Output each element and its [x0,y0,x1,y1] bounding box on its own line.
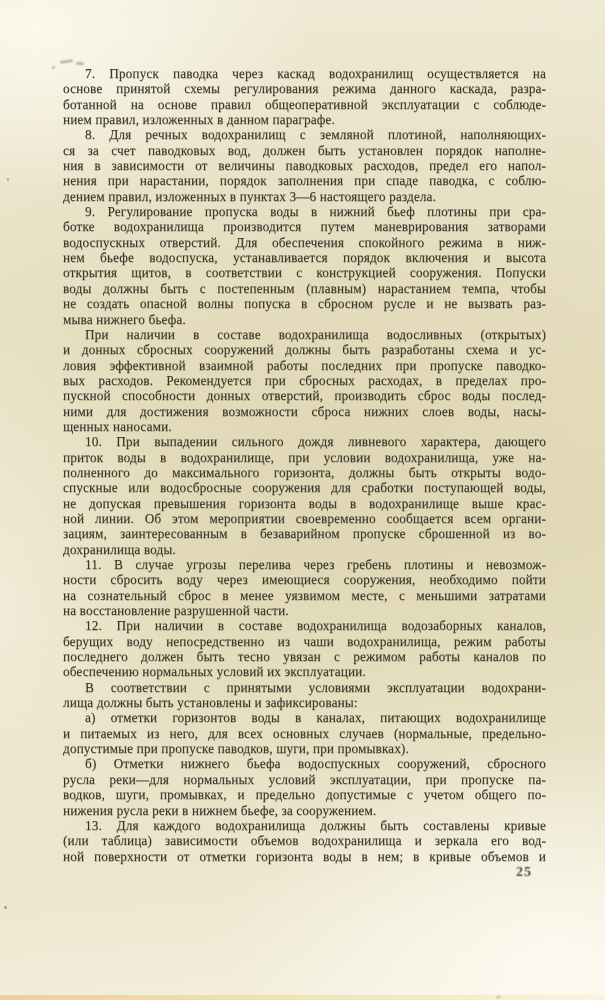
text-line: основе принятой схемы регулирования режима данного каскада, разра- [63,81,546,97]
text-line: спускные или водосбросные сооружения для сработки поступающей воды, [63,480,546,496]
text-line: 9. Регулирование пропуска воды в нижний бьеф плотины при сра- [85,204,546,220]
paper-speck [7,178,9,181]
text-line: на сознательный сброс в менее уязвимом месте, с меньшими затратами [63,587,546,603]
text-line: ной линии. Об этом мероприятии своевременно сообщается всем органи- [63,510,546,526]
text-line: нения при нарастании, порядок заполнения при спаде паводка, с соблю- [63,173,546,189]
text-line: дохранилища воды. [63,541,176,557]
text-line: б) Отметки нижнего бьефа водоспускных сооружений, сбросного [85,756,546,772]
text-line: 12. При наличии в составе водохранилища водозаборных каналов, [85,618,546,634]
text-line: лища должны быть установлены и зафиксированы: [63,695,358,711]
text-line: 10. При выпадении сильного дождя ливневого характера, дающего [85,434,546,450]
text-line: ся за счет паводковых вод, должен быть установлен порядок наполне- [63,142,546,158]
text-line: ловия эффективной взаимной работы последних при пропуске паводко- [63,357,546,373]
text-line: полненного до максимального горизонта, должны быть открыты водо- [63,464,546,480]
text-line: ния в зависимости от величины паводковых расходов, предел его напол- [63,158,546,174]
text-line: водков, шуги, промывках, и предельно допустимые с учетом общего по- [63,787,546,803]
text-line: воды должны быть с постепенным (плавным) нарастанием темпа, чтобы [63,280,546,296]
text-line: пускной способности донных отверстий, производить сброс воды послед- [63,388,546,404]
text-line: а) отметки горизонтов воды в каналах, питающих водохранилище [85,710,546,726]
text-line: ботанной на основе правил общеоперативной эксплуатации с соблюде- [63,96,546,112]
text-line: щенных наносами. [63,418,172,434]
text-line: обеспечению нормальных условий их эксплуатации. [63,664,366,680]
page-number: 25 [516,865,532,880]
document-text-block [63,66,546,864]
text-line: нем бьефе водоспуска, устанавливается порядок включения и высота [63,250,546,266]
text-line: открытия щитов, в соответствии с конструкцией сооружения. Попуски [63,265,546,281]
paper-speck [4,906,7,909]
text-line: последнего должен быть тесно увязан с режимом работы каналов по [63,649,546,665]
text-line: 7. Пропуск паводка через каскад водохранилищ осуществляется на [85,66,546,81]
text-line: ной поверхности от отметки горизонта воды в нем; в кривые объемов и [63,848,546,864]
text-line: нижения русла реки в нижнем бьефе, за сооружением. [63,802,377,818]
text-line: При наличии в составе водохранилища водосливных (открытых) [85,326,546,342]
text-line: нием правил, изложенных в данном параграфе. [63,112,335,128]
text-line: 11. В случае угрозы перелива через гребень плотины и невозмож- [85,557,546,572]
text-line: ботке водохранилища производится путем маневрирования затворами [63,219,546,235]
text-line: мыва нижнего бьефа. [63,311,186,327]
text-line: ними для достижения возможности сброса нижних слоев воды, насы- [63,403,546,419]
text-line: допустимые при пропуске паводков, шуги, при промывках). [63,741,409,757]
text-line: не создать опасной волны попуска в сбросном русле и не вызвать раз- [63,296,546,312]
text-line: водоспускных отверстий. Для обеспечения спокойного режима в ниж- [63,234,546,250]
text-line: русла реки—для нормальных условий эксплуатации, при пропуске па- [63,771,546,787]
text-line: (или таблица) зависимости объемов водохранилища и зеркала его вод- [63,833,546,849]
text-line: дением правил, изложенных в пунктах 3—6 настоящего раздела. [63,188,437,204]
text-line: берущих воду непосредственно из чаши водохранилища, режим работы [63,633,546,649]
text-line: В соответствии с принятыми условиями эксплуатации водохрани- [85,679,546,695]
text-line: приток воды в водохранилище, при условии водохранилища, уже на- [63,449,546,465]
text-line: вых расходов. Рекомендуется при сбросных расходах, в пределах про- [63,372,546,388]
scan-bottom-edge [0,995,605,1000]
text-line: 13. Для каждого водохранилища должны быть составлены кривые [85,817,546,833]
text-line: зациям, заинтересованным в безаварийном пропуске сброшенной из во- [63,526,546,542]
text-line: 8. Для речных водохранилищ с земляной плотиной, наполняющих- [85,127,546,143]
text-line: ности сбросить воду через имеющиеся сооружения, необходимо пойти [63,572,546,588]
text-line: и донных сбросных сооружений должны быть разработаны схема и ус- [63,342,546,358]
text-line: не допуская превышения горизонта воды в водохранилище выше крас- [63,495,546,511]
text-line: и питаемых из него, для всех основных случаев (нормальные, предельно- [63,725,546,741]
text-line: на восстановление разрушенной части. [63,603,289,619]
